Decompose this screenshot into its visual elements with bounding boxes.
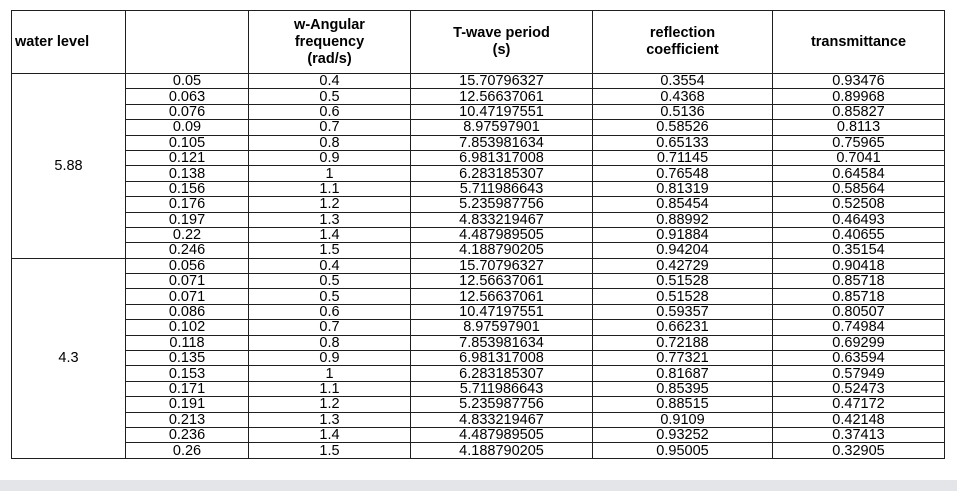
angular-frequency-cell[interactable]: 1 xyxy=(249,166,411,181)
reflection-coefficient-cell[interactable]: 0.85395 xyxy=(593,381,773,396)
angular-frequency-cell[interactable]: 0.5 xyxy=(249,274,411,289)
transmittance-cell[interactable]: 0.64584 xyxy=(773,166,945,181)
header-reflection-coefficient xyxy=(593,11,773,74)
value-cell[interactable]: 0.135 xyxy=(126,351,249,366)
transmittance-cell[interactable]: 0.8113 xyxy=(773,120,945,135)
value-cell[interactable]: 0.26 xyxy=(126,443,249,458)
transmittance-cell[interactable]: 0.85718 xyxy=(773,274,945,289)
value-cell[interactable]: 0.153 xyxy=(126,366,249,381)
transmittance-cell[interactable]: 0.89968 xyxy=(773,89,945,104)
reflection-coefficient-cell[interactable]: 0.95005 xyxy=(593,443,773,458)
table-row xyxy=(12,212,945,227)
reflection-coefficient-cell[interactable]: 0.94204 xyxy=(593,243,773,258)
table-row xyxy=(12,335,945,350)
value-cell[interactable]: 0.156 xyxy=(126,181,249,196)
transmittance-cell[interactable]: 0.52473 xyxy=(773,381,945,396)
reflection-coefficient-cell[interactable]: 0.81319 xyxy=(593,181,773,196)
value-cell[interactable]: 0.105 xyxy=(126,135,249,150)
table-row xyxy=(12,397,945,412)
window-bottom-edge xyxy=(0,480,957,491)
value-cell[interactable]: 0.236 xyxy=(126,427,249,442)
value-cell[interactable]: 0.118 xyxy=(126,335,249,350)
transmittance-cell[interactable]: 0.85718 xyxy=(773,289,945,304)
angular-frequency-cell[interactable]: 1.4 xyxy=(249,227,411,242)
table-row xyxy=(12,197,945,212)
value-cell[interactable]: 0.086 xyxy=(126,304,249,319)
angular-frequency-cell[interactable]: 0.5 xyxy=(249,89,411,104)
table-row xyxy=(12,366,945,381)
angular-frequency-cell[interactable]: 1 xyxy=(249,366,411,381)
header-wave-period xyxy=(411,11,593,74)
angular-frequency-cell[interactable]: 1.3 xyxy=(249,412,411,427)
wave-period-cell[interactable]: 10.47197551 xyxy=(411,104,593,119)
reflection-coefficient-cell[interactable]: 0.59357 xyxy=(593,304,773,319)
angular-frequency-cell[interactable]: 1.4 xyxy=(249,427,411,442)
angular-frequency-cell[interactable]: 1.2 xyxy=(249,397,411,412)
reflection-coefficient-cell[interactable]: 0.77321 xyxy=(593,351,773,366)
transmittance-cell[interactable]: 0.46493 xyxy=(773,212,945,227)
transmittance-cell[interactable]: 0.7041 xyxy=(773,150,945,165)
angular-frequency-cell[interactable]: 0.4 xyxy=(249,258,411,273)
value-cell[interactable]: 0.138 xyxy=(126,166,249,181)
table-row xyxy=(12,351,945,366)
table-row xyxy=(12,443,945,458)
wave-data-table xyxy=(11,10,945,459)
reflection-coefficient-cell[interactable]: 0.76548 xyxy=(593,166,773,181)
wave-period-cell[interactable]: 6.981317008 xyxy=(411,150,593,165)
wave-period-cell[interactable]: 15.70796327 xyxy=(411,74,593,89)
wave-period-cell[interactable]: 15.70796327 xyxy=(411,258,593,273)
table-row xyxy=(12,89,945,104)
table-row xyxy=(12,120,945,135)
transmittance-cell[interactable]: 0.32905 xyxy=(773,443,945,458)
header-angular-frequency-line1: w-Angular xyxy=(294,16,365,33)
transmittance-cell[interactable]: 0.93476 xyxy=(773,74,945,89)
wave-period-cell[interactable]: 5.711986643 xyxy=(411,181,593,196)
value-cell[interactable]: 0.121 xyxy=(126,150,249,165)
reflection-coefficient-cell[interactable]: 0.81687 xyxy=(593,366,773,381)
reflection-coefficient-cell[interactable]: 0.58526 xyxy=(593,120,773,135)
transmittance-cell[interactable]: 0.85827 xyxy=(773,104,945,119)
table-row xyxy=(12,104,945,119)
wave-period-cell[interactable]: 10.47197551 xyxy=(411,304,593,319)
value-cell[interactable]: 0.09 xyxy=(126,120,249,135)
wave-period-cell[interactable]: 4.188790205 xyxy=(411,443,593,458)
header-angular-frequency xyxy=(249,11,411,74)
value-cell[interactable]: 0.056 xyxy=(126,258,249,273)
wave-period-cell[interactable]: 6.981317008 xyxy=(411,351,593,366)
angular-frequency-cell[interactable]: 1.3 xyxy=(249,212,411,227)
table-row xyxy=(12,181,945,196)
wave-period-cell[interactable]: 12.56637061 xyxy=(411,274,593,289)
reflection-coefficient-cell[interactable]: 0.9109 xyxy=(593,412,773,427)
angular-frequency-cell[interactable]: 0.8 xyxy=(249,335,411,350)
reflection-coefficient-cell[interactable]: 0.5136 xyxy=(593,104,773,119)
value-cell[interactable]: 0.063 xyxy=(126,89,249,104)
angular-frequency-cell[interactable]: 0.7 xyxy=(249,120,411,135)
angular-frequency-cell[interactable]: 1.2 xyxy=(249,197,411,212)
angular-frequency-cell[interactable]: 0.6 xyxy=(249,304,411,319)
transmittance-cell[interactable]: 0.69299 xyxy=(773,335,945,350)
value-cell[interactable]: 0.213 xyxy=(126,412,249,427)
table-row xyxy=(12,320,945,335)
angular-frequency-cell[interactable]: 0.6 xyxy=(249,104,411,119)
reflection-coefficient-cell[interactable]: 0.71145 xyxy=(593,150,773,165)
value-cell[interactable]: 0.071 xyxy=(126,274,249,289)
table-row xyxy=(12,427,945,442)
reflection-coefficient-cell[interactable]: 0.85454 xyxy=(593,197,773,212)
value-cell[interactable]: 0.176 xyxy=(126,197,249,212)
header-row xyxy=(12,11,945,74)
wave-period-cell[interactable]: 4.487989505 xyxy=(411,227,593,242)
value-cell[interactable]: 0.171 xyxy=(126,381,249,396)
transmittance-cell[interactable]: 0.75965 xyxy=(773,135,945,150)
header-angular-frequency-line3: (rad/s) xyxy=(307,50,352,67)
water-level-cell[interactable]: 4.3 xyxy=(12,258,126,458)
angular-frequency-cell[interactable]: 0.7 xyxy=(249,320,411,335)
header-wave-period-line2: (s) xyxy=(492,42,511,58)
wave-period-cell[interactable]: 5.235987756 xyxy=(411,197,593,212)
header-blank xyxy=(126,11,249,74)
value-cell[interactable]: 0.246 xyxy=(126,243,249,258)
wave-period-cell[interactable]: 7.853981634 xyxy=(411,335,593,350)
header-transmittance: transmittance xyxy=(773,11,945,74)
transmittance-cell[interactable]: 0.74984 xyxy=(773,320,945,335)
angular-frequency-cell[interactable]: 0.9 xyxy=(249,351,411,366)
reflection-coefficient-cell[interactable]: 0.88515 xyxy=(593,397,773,412)
transmittance-cell[interactable]: 0.37413 xyxy=(773,427,945,442)
wave-period-cell[interactable]: 8.97597901 xyxy=(411,120,593,135)
wave-period-cell[interactable]: 12.56637061 xyxy=(411,289,593,304)
header-reflection-line1: reflection xyxy=(649,25,716,41)
header-water-level: water level xyxy=(12,11,126,74)
table-row xyxy=(12,227,945,242)
table-row xyxy=(12,412,945,427)
wave-period-cell[interactable]: 5.235987756 xyxy=(411,397,593,412)
header-wave-period-line1: T-wave period xyxy=(453,25,550,41)
transmittance-cell[interactable]: 0.57949 xyxy=(773,366,945,381)
angular-frequency-cell[interactable]: 0.5 xyxy=(249,289,411,304)
reflection-coefficient-cell[interactable]: 0.91884 xyxy=(593,227,773,242)
transmittance-cell[interactable]: 0.42148 xyxy=(773,412,945,427)
table-row xyxy=(12,166,945,181)
header-angular-frequency-line2: frequency xyxy=(294,33,365,50)
value-cell[interactable]: 0.197 xyxy=(126,212,249,227)
angular-frequency-cell[interactable]: 1.1 xyxy=(249,381,411,396)
reflection-coefficient-cell[interactable]: 0.51528 xyxy=(593,289,773,304)
reflection-coefficient-cell[interactable]: 0.42729 xyxy=(593,258,773,273)
table-row xyxy=(12,74,945,89)
table-row xyxy=(12,289,945,304)
table-row xyxy=(12,135,945,150)
wave-period-cell[interactable]: 6.283185307 xyxy=(411,366,593,381)
reflection-coefficient-cell[interactable]: 0.88992 xyxy=(593,212,773,227)
angular-frequency-cell[interactable]: 0.8 xyxy=(249,135,411,150)
transmittance-cell[interactable]: 0.47172 xyxy=(773,397,945,412)
reflection-coefficient-cell[interactable]: 0.72188 xyxy=(593,335,773,350)
angular-frequency-cell[interactable]: 1.1 xyxy=(249,181,411,196)
reflection-coefficient-cell[interactable]: 0.66231 xyxy=(593,320,773,335)
transmittance-cell[interactable]: 0.52508 xyxy=(773,197,945,212)
transmittance-cell[interactable]: 0.90418 xyxy=(773,258,945,273)
table-row xyxy=(12,274,945,289)
transmittance-cell[interactable]: 0.35154 xyxy=(773,243,945,258)
angular-frequency-cell[interactable]: 1.5 xyxy=(249,443,411,458)
value-cell[interactable]: 0.071 xyxy=(126,289,249,304)
transmittance-cell[interactable]: 0.58564 xyxy=(773,181,945,196)
transmittance-cell[interactable]: 0.63594 xyxy=(773,351,945,366)
angular-frequency-cell[interactable]: 0.4 xyxy=(249,74,411,89)
value-cell[interactable]: 0.05 xyxy=(126,74,249,89)
table-row xyxy=(12,243,945,258)
header-reflection-line2: coefficient xyxy=(646,42,719,58)
table-body xyxy=(12,74,945,459)
table-row xyxy=(12,381,945,396)
reflection-coefficient-cell[interactable]: 0.65133 xyxy=(593,135,773,150)
reflection-coefficient-cell[interactable]: 0.93252 xyxy=(593,427,773,442)
wave-period-cell[interactable]: 4.487989505 xyxy=(411,427,593,442)
value-cell[interactable]: 0.191 xyxy=(126,397,249,412)
water-level-cell[interactable]: 5.88 xyxy=(12,74,126,259)
wave-period-cell[interactable]: 12.56637061 xyxy=(411,89,593,104)
transmittance-cell[interactable]: 0.40655 xyxy=(773,227,945,242)
value-cell[interactable]: 0.076 xyxy=(126,104,249,119)
value-cell[interactable]: 0.22 xyxy=(126,227,249,242)
value-cell[interactable]: 0.102 xyxy=(126,320,249,335)
wave-period-cell[interactable]: 5.711986643 xyxy=(411,381,593,396)
wave-period-cell[interactable]: 4.833219467 xyxy=(411,412,593,427)
table-row xyxy=(12,258,945,273)
wave-period-cell[interactable]: 8.97597901 xyxy=(411,320,593,335)
reflection-coefficient-cell[interactable]: 0.4368 xyxy=(593,89,773,104)
reflection-coefficient-cell[interactable]: 0.51528 xyxy=(593,274,773,289)
table-row xyxy=(12,304,945,319)
angular-frequency-cell[interactable]: 0.9 xyxy=(249,150,411,165)
wave-period-cell[interactable]: 7.853981634 xyxy=(411,135,593,150)
transmittance-cell[interactable]: 0.80507 xyxy=(773,304,945,319)
wave-period-cell[interactable]: 6.283185307 xyxy=(411,166,593,181)
wave-period-cell[interactable]: 4.188790205 xyxy=(411,243,593,258)
table-row xyxy=(12,150,945,165)
angular-frequency-cell[interactable]: 1.5 xyxy=(249,243,411,258)
wave-period-cell[interactable]: 4.833219467 xyxy=(411,212,593,227)
reflection-coefficient-cell[interactable]: 0.3554 xyxy=(593,74,773,89)
